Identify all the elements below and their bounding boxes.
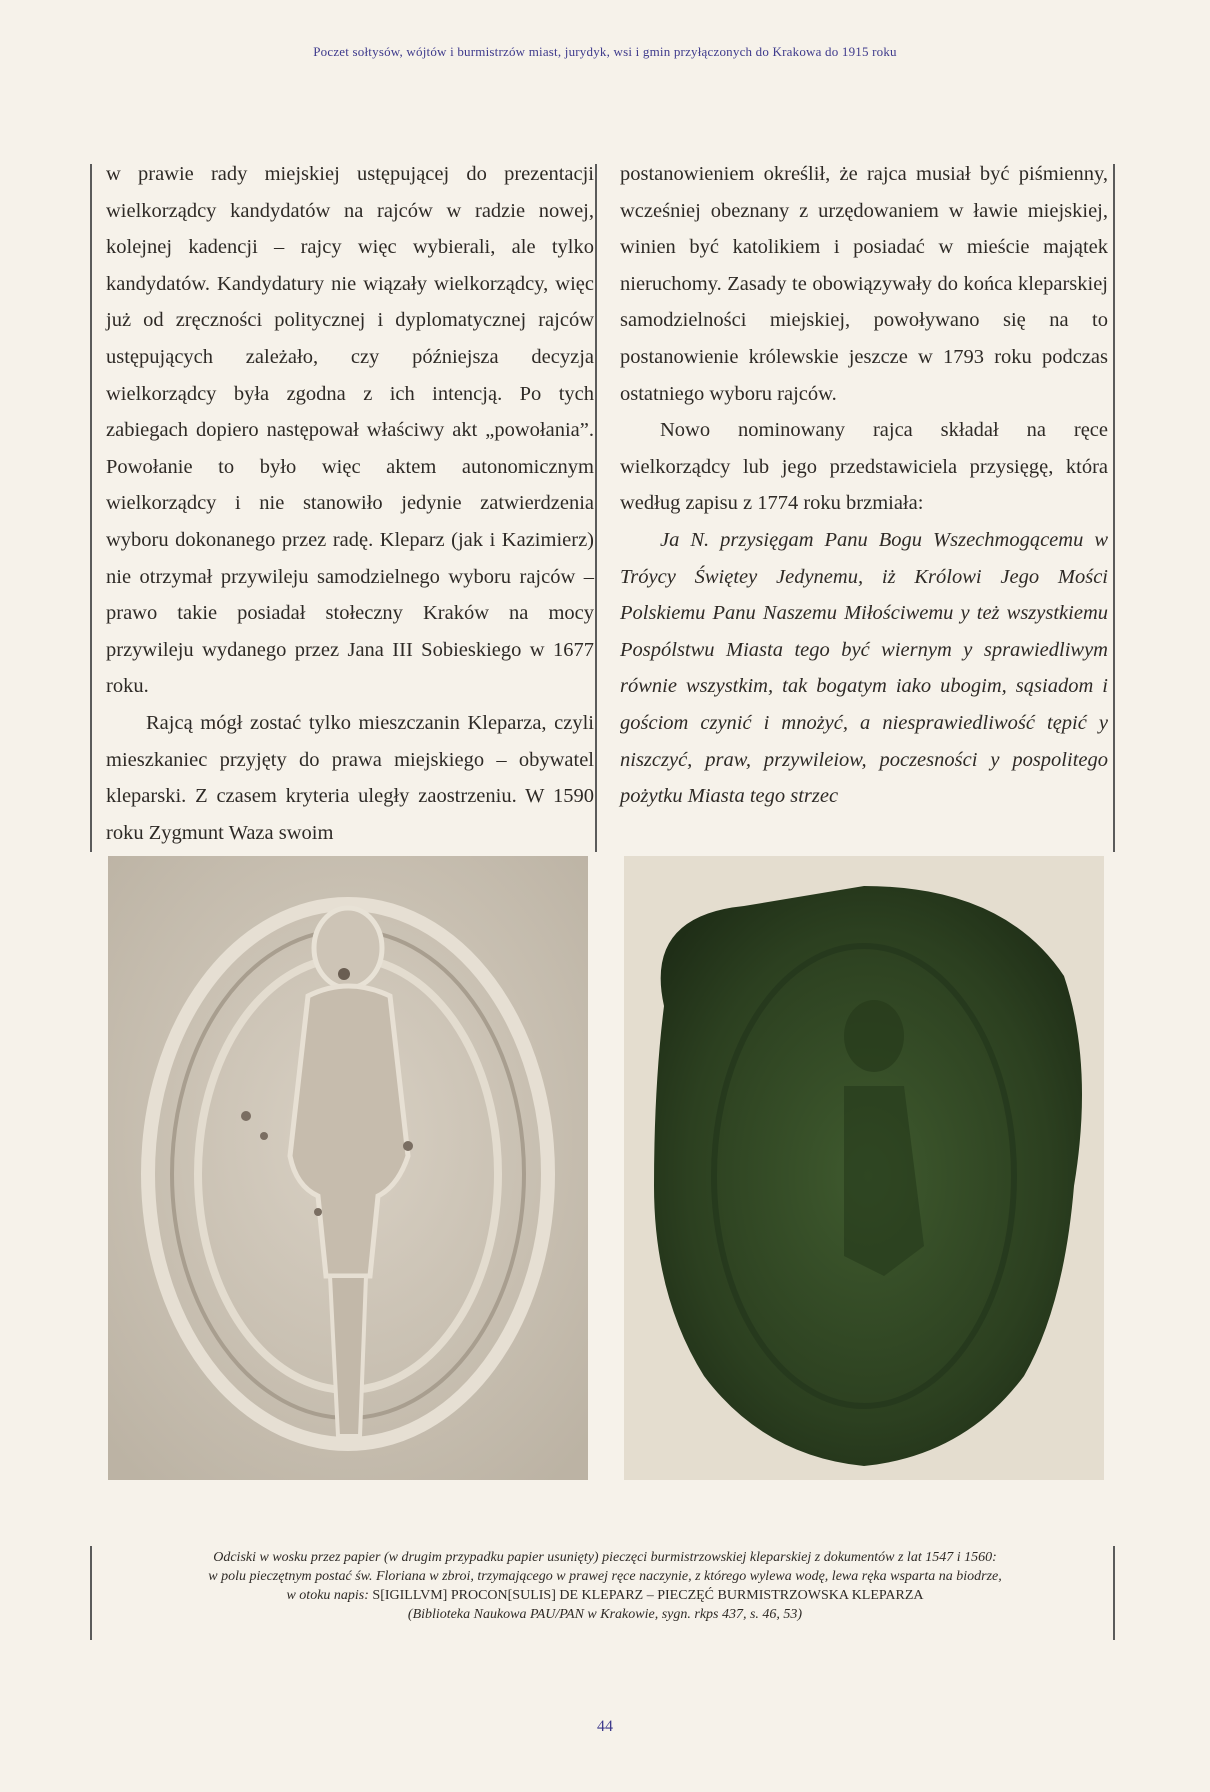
paragraph: Nowo nominowany rajca składał na ręce wielkorządcy lub jego przedstawiciela przysięgę, która według zapisu z 1774 roku brzmiała: [620, 419, 1108, 515]
caption-source: (Biblioteka Naukowa PAU/PAN w Krakowie, sygn. rkps 437, s. 46, 53) [407, 1607, 803, 1622]
caption-line: w polu pieczętnym postać św. Floriana w zbroi, trzymającego w prawej ręce naczynie, z którego wylewa wodę, lewa ręka wsparta na biodrze, [208, 1569, 1002, 1584]
seal-image-1560 [624, 856, 1104, 1480]
paragraph: w prawie rady miejskiej ustępującej do prezentacji wielkorządcy kandydatów na rajców w radzie nowej, kolejnej kadencji – rajcy więc wybierali, ale tylko kandydatów. Kandydatury nie wiązały wielkorządcy, więc już od zręczności politycznej i dyplomatycznej rajców ustępujących zależało, czy późniejsza decyzja wielkorządcy była zgodna z ich intencją. Po tych zabiegach dopiero następował właściwy akt „powołania”. Powołanie to było więc aktem autonomicznym wielkorządcy i nie stanowiło jedynie zatwierdzenia wyboru dokonanego przez radę. Kleparz (jak i Kazimierz) nie otrzymał przywileju samodzielnego wyboru rajców – prawo takie posiadał stołeczny Kraków na mocy przywileju wydanego przez Jana III Sobieskiego w 1677 roku. [106, 163, 594, 698]
wax-seal-paper-impression [108, 856, 588, 1480]
caption-line: Odciski w wosku przez papier (w drugim przypadku papier usunięty) pieczęci burmistrzowskiej kleparskiej z dokumentów z lat 1547 i 1560: [213, 1550, 997, 1565]
column-rule-right [1113, 164, 1115, 852]
caption-prefix: w otoku napis: [286, 1588, 369, 1603]
paragraph: Rajcą mógł zostać tylko mieszczanin Kleparza, czyli mieszkaniec przyjęty do prawa miejskiego – obywatel kleparski. Z czasem kryteria uległy zaostrzeniu. W 1590 roku Zygmunt Waza swoim [106, 711, 594, 844]
green-wax-seal [624, 856, 1104, 1480]
left-column [106, 156, 594, 851]
page-number: 44 [597, 1718, 613, 1735]
figure-caption [90, 1548, 1120, 1624]
seal-image-1547 [108, 856, 588, 1480]
oath-quote: Ja N. przysięgam Panu Bogu Wszechmogącemu w Tróycy Świętey Jedynemu, iż Królowi Jego Mości Polskiemu Panu Naszemu Miłościwemu y też wszystkiemu Pospólstwu Miasta tego być wiernym y sprawiedliwym równie wszystkim, tak bogatym iako ubogim, sąsiadom i gościom czynić i mnożyć, a niesprawiedliwość tępić y niszczyć, praw, przywileiow, poczesności y pospolitego pożytku Miasta tego strzec [620, 528, 1108, 808]
caption-line [90, 1586, 1120, 1605]
column-rule-middle [595, 164, 597, 852]
text-columns [90, 156, 1120, 846]
paragraph: postanowieniem określił, że rajca musiał być piśmienny, wcześniej obeznany z urzędowaniem w ławie miejskiej, winien być katolikiem i posiadać w mieście majątek nieruchomy. Zasady te obowiązywały do końca kleparskiej samodzielności miejskiej, powoływano się na to postanowienie królewskie jeszcze w 1793 roku podczas ostatniego wyboru rajców. [620, 163, 1108, 405]
column-rule-left [90, 164, 92, 852]
running-title: Poczet sołtysów, wójtów i burmistrzów miast, jurydyk, wsi i gmin przyłączonych do Krakowa do 1915 roku [313, 44, 897, 59]
seal-inscription: S[IGILLVM] PROCON[SULIS] DE KLEPARZ – PIECZĘĆ BURMISTRZOWSKA KLEPARZA [368, 1588, 924, 1603]
right-column [620, 156, 1108, 815]
